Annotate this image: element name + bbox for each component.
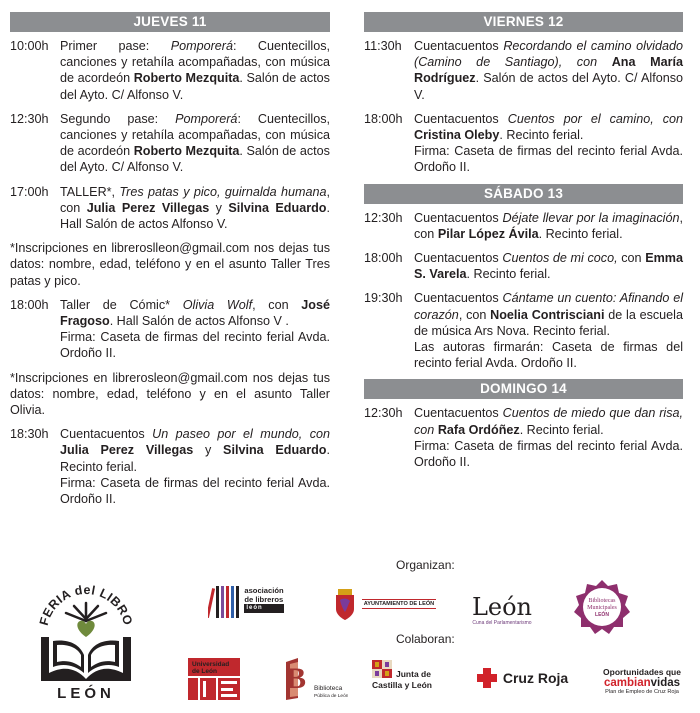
feria-book-icon: [33, 575, 139, 689]
event-author: Roberto Mezquita: [133, 144, 240, 159]
event-time: 19:30h: [364, 291, 403, 306]
event-list: [10, 297, 330, 362]
oport-line2b: vidas: [650, 677, 681, 689]
biblioteca-publica-logo: [282, 656, 348, 702]
event-item: [364, 250, 683, 282]
event-text: : Cuentecillos, canciones y retahíla acompañadas, con música de acordeón: [60, 39, 330, 86]
books-icon: [208, 582, 240, 618]
event-time: 18:30h: [10, 427, 49, 442]
day-header-sabado: SÁBADO 13: [364, 184, 683, 204]
event-author: Emma S. Varela: [414, 251, 683, 282]
colaboran-label: Colaboran:: [396, 632, 455, 646]
feria-arc-text: FERIA del LIBRO: [36, 582, 136, 627]
jcyl-line2: Castilla y León: [372, 680, 432, 690]
event-title: Cuentos de mi coco,: [502, 251, 618, 266]
event-signing-note: Firma: Caseta de firmas del recinto ferial Avda. Ordoño II.: [60, 330, 330, 361]
inscription-note: *Inscripciones en librerosleon@gmail.com nos dejas tus datos: nombre, edad, teléfono y en el asunto Taller Olivia.: [10, 370, 330, 418]
day-header-domingo: DOMINGO 14: [364, 379, 683, 399]
event-text: y: [193, 443, 224, 458]
event-author: Ana María Rodríguez: [414, 55, 683, 86]
oport-line3: Plan de Empleo de Cruz Roja: [605, 689, 679, 695]
bpl-line2: Pública de León: [314, 694, 348, 699]
coat-of-arms-icon: [332, 587, 358, 621]
event-item: [10, 111, 330, 176]
event-author: Silvina Eduardo: [223, 443, 327, 458]
event-item: [364, 210, 683, 242]
event-list: [10, 426, 330, 507]
event-text: Cuentacuentos: [414, 111, 508, 126]
event-text: . Recinto ferial.: [60, 443, 330, 474]
oport-line2a: cambian: [603, 677, 651, 689]
event-description: [60, 38, 330, 103]
event-title: Déjate llevar por la imaginación: [502, 210, 680, 225]
event-item: [364, 111, 683, 176]
event-title: Olivia Wolf: [182, 297, 253, 312]
event-text: . Recinto ferial.: [519, 422, 604, 437]
bib-mun-line3: LEÓN: [595, 612, 609, 618]
event-text: . Recinto ferial.: [466, 267, 551, 282]
red-cross-icon: [476, 667, 498, 689]
event-text: : Cuentecillos, canciones y retahíla acompañadas, con música de acordeón: [60, 111, 330, 159]
event-text: TALLER*,: [60, 184, 120, 199]
event-item: [364, 38, 683, 103]
event-description: [414, 290, 683, 371]
event-item: [10, 426, 330, 507]
event-author: Silvina Eduardo: [228, 200, 327, 215]
event-description: [414, 405, 683, 470]
feria-city-text: LEÓN: [57, 684, 115, 702]
event-text: . Recinto ferial.: [499, 128, 584, 143]
bpl-line1: Biblioteca: [314, 685, 343, 692]
event-title: Recordando el camino olvidado (Camino de Santiago), con: [414, 39, 683, 70]
event-list: [10, 38, 330, 232]
event-item: [10, 184, 330, 233]
event-text: , con: [252, 297, 302, 312]
event-text: Cuentacuentos: [414, 291, 503, 306]
event-text: . Salón de actos del Ayto. C/ Alfonso V.: [414, 71, 683, 102]
junta-castilla-leon-logo: [370, 656, 440, 702]
event-author: Rafa Ordóñez: [437, 422, 520, 437]
event-author: Noelia Contrisciani: [490, 307, 605, 322]
event-text: de la escuela de música Ars Nova. Recinto ferial.: [414, 307, 683, 338]
left-column: [10, 12, 330, 515]
event-item: [364, 405, 683, 470]
leon-subtitle: Cuna del Parlamentarismo: [472, 619, 532, 626]
ayuntamiento-logo: [316, 584, 452, 624]
event-author: Roberto Mezquita: [133, 71, 240, 86]
event-text: y: [209, 200, 229, 215]
event-text: . Recinto ferial.: [538, 226, 623, 241]
oportunidades-logo: [590, 664, 694, 698]
event-text: . Hall Salón de actos Alfonso V.: [60, 200, 330, 232]
event-text: , con: [458, 307, 491, 322]
event-text: Cuentacuentos: [414, 251, 503, 266]
leon-parlamentarismo-logo: [460, 590, 544, 630]
event-item: [10, 38, 330, 103]
event-author: José Fragoso: [60, 297, 330, 329]
feria-del-libro-logo: [33, 570, 139, 706]
event-signing-note: Las autoras firmarán: Caseta de firmas del recinto ferial Avda. Ordoño II.: [414, 340, 683, 371]
event-list: [364, 405, 683, 470]
universidad-leon-logo: [186, 656, 242, 702]
event-text: . Salón de actos del Ayto. C/ Alfonso V.: [60, 71, 330, 102]
event-time: 12:30h: [364, 210, 403, 225]
ule-line2: de León: [192, 668, 217, 675]
event-text: Cuentacuentos: [60, 427, 153, 442]
event-description: [60, 111, 330, 176]
asociacion-libreros-logo: [206, 578, 286, 622]
event-time: 18:00h: [10, 297, 49, 312]
event-author: Cristina Oleby: [414, 128, 500, 143]
event-time: 12:30h: [10, 111, 49, 126]
jcyl-line1: Junta de: [396, 669, 431, 679]
event-title: Un paseo por el mundo, con: [152, 427, 330, 442]
event-list: [364, 38, 683, 176]
event-description: [414, 250, 683, 282]
event-text: Primer pase:: [60, 39, 171, 53]
day-header-viernes: VIERNES 12: [364, 12, 683, 32]
event-item: [10, 297, 330, 362]
event-text: Cuentacuentos: [414, 406, 503, 421]
event-author: Pilar López Ávila: [437, 226, 539, 241]
right-column: [364, 12, 683, 478]
event-title: Pomporerá: [175, 111, 238, 126]
organizan-label: Organizan:: [396, 558, 455, 572]
leon-word: León: [471, 592, 533, 621]
event-text: , con: [60, 184, 330, 215]
event-description: [60, 184, 330, 233]
bib-mun-line2: Municipales: [587, 605, 617, 611]
event-title: Cántame un cuento: Afinando el corazón: [414, 291, 684, 322]
event-text: con: [617, 251, 646, 266]
event-text: Segundo pase:: [60, 111, 176, 126]
event-title: Tres patas y pico, guirnalda humana: [119, 184, 327, 199]
event-text: . Hall Salón de actos Alfonso V .: [109, 314, 289, 329]
event-time: 10:00h: [10, 39, 49, 53]
event-author: Julia Perez Villegas: [60, 443, 194, 458]
event-time: 18:00h: [364, 111, 403, 126]
event-signing-note: Firma: Caseta de firmas del recinto ferial Avda. Ordoño II.: [60, 475, 330, 507]
day-header-jueves: JUEVES 11: [10, 12, 330, 32]
inscription-note: *Inscripciones en libreroslleon@gmail.com nos dejas tus datos: nombre, edad, teléfono y en el asunto Taller Tres patas y pico.: [10, 241, 330, 288]
bibliotecas-municipales-logo: [573, 578, 631, 636]
event-item: [364, 290, 683, 371]
event-title: Pomporerá: [170, 39, 233, 53]
event-title: Cuentos de miedo que dan risa, con: [414, 406, 683, 437]
event-text: . Salón de actos del Ayto. C/ Alfonso V.: [60, 144, 330, 175]
event-signing-note: Firma: Caseta de firmas del recinto ferial Avda. Ordoño II.: [414, 144, 683, 175]
event-text: Cuentacuentos: [414, 39, 504, 53]
event-description: [414, 210, 683, 242]
event-list: [364, 210, 683, 372]
event-time: 18:00h: [364, 251, 403, 266]
event-text: Taller de Cómic*: [60, 297, 183, 312]
cruz-roja-logo: [474, 666, 570, 690]
event-description: [414, 111, 683, 176]
event-text: Cuentacuentos: [414, 210, 503, 225]
event-description: [414, 38, 683, 103]
ayuntamiento-text: AYUNTAMIENTO DE LEÓN: [363, 601, 435, 607]
cruz-roja-text: Cruz Roja: [502, 670, 569, 686]
event-time: 17:00h: [10, 184, 49, 199]
event-title: Cuentos por el camino, con: [507, 111, 684, 126]
event-time: 12:30h: [364, 406, 403, 421]
event-text: , con: [414, 210, 683, 241]
svg-text:B: B: [286, 662, 307, 695]
event-time: 11:30h: [364, 39, 402, 53]
ule-line1: Universidad: [192, 661, 230, 668]
event-description: [60, 297, 330, 362]
bib-mun-line1: Bibliotecas: [588, 598, 616, 604]
oport-line1: Oportunidades que: [603, 667, 681, 677]
event-author: Julia Perez Villegas: [86, 200, 210, 215]
event-signing-note: Firma: Caseta de firmas del recinto ferial Avda. Ordoño II.: [414, 438, 683, 470]
event-description: [60, 426, 330, 507]
asociacion-text: asociación de libreros león: [244, 586, 284, 612]
